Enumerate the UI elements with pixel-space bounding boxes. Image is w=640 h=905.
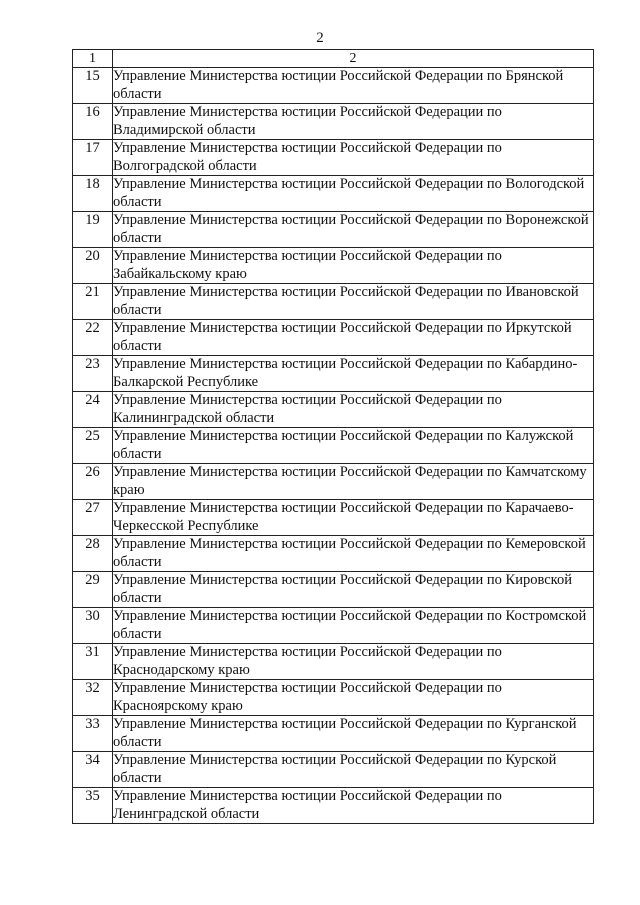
department-name: Управление Министерства юстиции Российской Федерации по Вологодской области (113, 176, 594, 212)
department-name: Управление Министерства юстиции Российской Федерации по Костромской области (113, 608, 594, 644)
department-name: Управление Министерства юстиции Российской Федерации по Иркутской области (113, 320, 594, 356)
column-header-number: 1 (73, 50, 113, 68)
table-row (73, 572, 594, 608)
department-name: Управление Министерства юстиции Российской Федерации по Калужской области (113, 428, 594, 464)
department-name: Управление Министерства юстиции Российской Федерации по Кировской области (113, 572, 594, 608)
department-name: Управление Министерства юстиции Российской Федерации по Камчатскому краю (113, 464, 594, 500)
department-name: Управление Министерства юстиции Российской Федерации по Брянской области (113, 68, 594, 104)
department-name: Управление Министерства юстиции Российской Федерации по Краснодарскому краю (113, 644, 594, 680)
table-header-row (73, 50, 594, 68)
table-row (73, 140, 594, 176)
table-row (73, 500, 594, 536)
table-row (73, 752, 594, 788)
row-number: 24 (73, 392, 113, 428)
row-number: 32 (73, 680, 113, 716)
table-row (73, 788, 594, 824)
row-number: 21 (73, 284, 113, 320)
page-number: 2 (316, 30, 324, 46)
department-name: Управление Министерства юстиции Российской Федерации по Кемеровской области (113, 536, 594, 572)
table-row (73, 644, 594, 680)
row-number: 30 (73, 608, 113, 644)
department-name: Управление Министерства юстиции Российской Федерации по Красноярскому краю (113, 680, 594, 716)
table-row (73, 428, 594, 464)
row-number: 33 (73, 716, 113, 752)
department-name: Управление Министерства юстиции Российской Федерации по Забайкальскому краю (113, 248, 594, 284)
table-row (73, 68, 594, 104)
table-row (73, 392, 594, 428)
table-row (73, 104, 594, 140)
department-name: Управление Министерства юстиции Российской Федерации по Калининградской области (113, 392, 594, 428)
table-row (73, 212, 594, 248)
department-name: Управление Министерства юстиции Российской Федерации по Карачаево-Черкесской Республике (113, 500, 594, 536)
row-number: 22 (73, 320, 113, 356)
row-number: 34 (73, 752, 113, 788)
row-number: 19 (73, 212, 113, 248)
department-name: Управление Министерства юстиции Российской Федерации по Воронежской области (113, 212, 594, 248)
department-name: Управление Министерства юстиции Российской Федерации по Курганской области (113, 716, 594, 752)
row-number: 20 (73, 248, 113, 284)
row-number: 23 (73, 356, 113, 392)
row-number: 29 (73, 572, 113, 608)
department-name: Управление Министерства юстиции Российской Федерации по Ивановской области (113, 284, 594, 320)
row-number: 17 (73, 140, 113, 176)
table-row (73, 320, 594, 356)
department-name: Управление Министерства юстиции Российской Федерации по Волгоградской области (113, 140, 594, 176)
table-row (73, 356, 594, 392)
row-number: 25 (73, 428, 113, 464)
departments-table (72, 49, 594, 824)
column-header-name: 2 (113, 50, 594, 68)
department-name: Управление Министерства юстиции Российской Федерации по Владимирской области (113, 104, 594, 140)
table-row (73, 680, 594, 716)
department-name: Управление Министерства юстиции Российской Федерации по Кабардино-Балкарской Республике (113, 356, 594, 392)
row-number: 16 (73, 104, 113, 140)
row-number: 31 (73, 644, 113, 680)
table-row (73, 176, 594, 212)
row-number: 28 (73, 536, 113, 572)
table-row (73, 608, 594, 644)
row-number: 26 (73, 464, 113, 500)
row-number: 27 (73, 500, 113, 536)
row-number: 18 (73, 176, 113, 212)
table-row (73, 248, 594, 284)
row-number: 35 (73, 788, 113, 824)
department-name: Управление Министерства юстиции Российской Федерации по Ленинградской области (113, 788, 594, 824)
row-number: 15 (73, 68, 113, 104)
table-row (73, 464, 594, 500)
department-name: Управление Министерства юстиции Российской Федерации по Курской области (113, 752, 594, 788)
table-row (73, 716, 594, 752)
table-row (73, 536, 594, 572)
table-row (73, 284, 594, 320)
